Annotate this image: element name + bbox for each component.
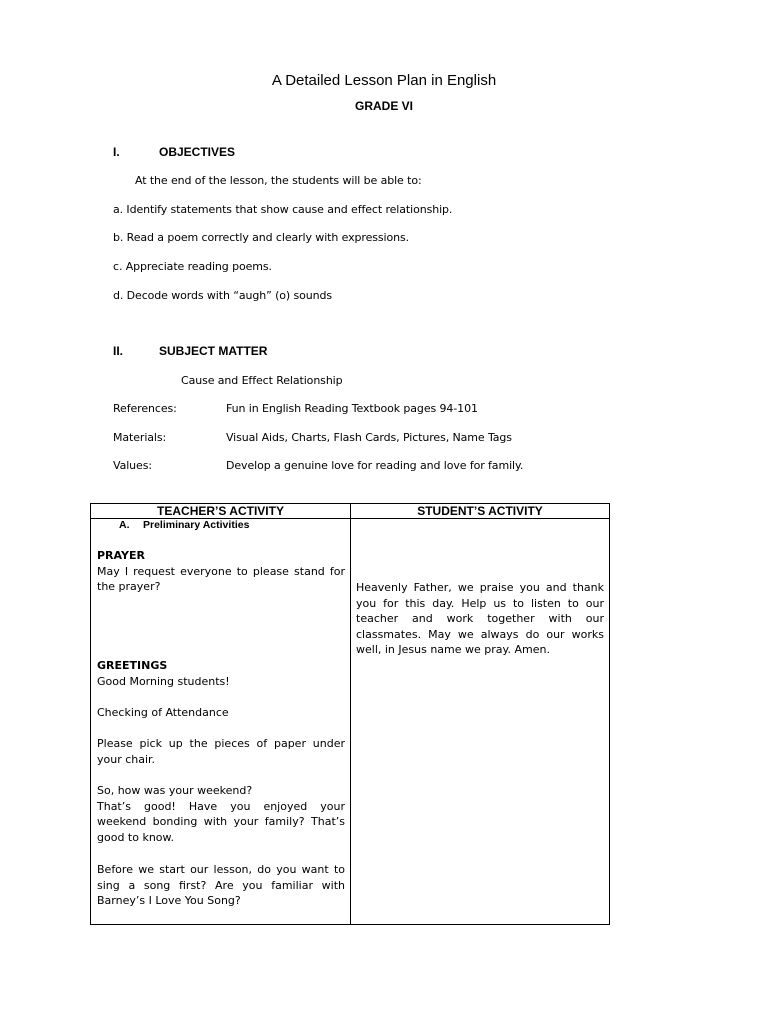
paper-line: Please pick up the pieces of paper under — [97, 737, 345, 750]
student-prayer-block — [356, 580, 604, 658]
greetings-block — [97, 658, 345, 689]
document-title: A Detailed Lesson Plan in English — [271, 72, 497, 89]
references-value: Fun in English Reading Textbook pages 94-101 — [226, 402, 478, 415]
prayer-label: PRAYER — [97, 549, 145, 562]
values-label: Values: — [113, 459, 152, 472]
references-label: References: — [113, 402, 177, 415]
materials-label: Materials: — [113, 431, 167, 444]
student-prayer-line: Heavenly Father, we praise you and thank — [356, 581, 604, 594]
student-prayer-line: well, in Jesus name we pray. Amen. — [356, 643, 550, 657]
weekend-line: good to know. — [97, 830, 175, 844]
weekend-line: weekend bonding with your family? That’s — [97, 815, 345, 829]
student-prayer-line: you for this day. Help us to listen to our — [356, 596, 604, 610]
weekend-question: So, how was your weekend? — [97, 784, 253, 797]
subject-matter-heading: SUBJECT MATTER — [159, 344, 268, 358]
objectives-heading: OBJECTIVES — [159, 145, 236, 159]
teacher-activity-header: TEACHER’S ACTIVITY — [157, 504, 284, 518]
paper-block — [97, 736, 345, 767]
activity-table — [90, 503, 610, 925]
weekend-line: That’s good! Have you enjoyed your — [97, 799, 345, 813]
song-line: Barney’s I Love You Song? — [97, 894, 241, 908]
objective-item: a. Identify statements that show cause and effect relationship. — [113, 203, 453, 216]
greeting-text: Good Morning students! — [97, 674, 230, 688]
paper-line: your chair. — [97, 752, 156, 766]
subject-matter-number: II. — [113, 344, 124, 358]
prayer-line: May I request everyone to please stand for — [97, 564, 345, 578]
song-block — [97, 862, 345, 909]
subject-topic: Cause and Effect Relationship — [181, 374, 343, 387]
weekend-block — [97, 783, 345, 845]
preliminary-title: Preliminary Activities — [143, 519, 250, 531]
greetings-label: GREETINGS — [97, 659, 168, 672]
student-activity-header: STUDENT’S ACTIVITY — [417, 504, 543, 518]
student-prayer-line: teacher and work together with our — [356, 612, 604, 626]
materials-value: Visual Aids, Charts, Flash Cards, Pictures, Name Tags — [226, 431, 512, 444]
objective-item: c. Appreciate reading poems. — [113, 260, 272, 273]
column-divider — [350, 504, 351, 924]
prayer-block — [97, 548, 345, 595]
objectives-intro: At the end of the lesson, the students will be able to: — [135, 174, 422, 187]
objective-item: d. Decode words with “augh” (o) sounds — [113, 289, 333, 302]
objectives-number: I. — [113, 145, 120, 159]
song-line: Before we start our lesson, do you want to — [97, 863, 345, 876]
student-prayer-line: classmates. May we always do our works — [356, 627, 604, 641]
grade-level: GRADE VI — [354, 99, 413, 113]
objective-item: b. Read a poem correctly and clearly with expressions. — [113, 231, 410, 244]
preliminary-letter: A. — [119, 519, 130, 531]
song-line: sing a song first? Are you familiar with — [97, 878, 345, 892]
attendance-text: Checking of Attendance — [97, 706, 229, 719]
values-value: Develop a genuine love for reading and love for family. — [226, 459, 524, 472]
prayer-line: the prayer? — [97, 580, 161, 594]
